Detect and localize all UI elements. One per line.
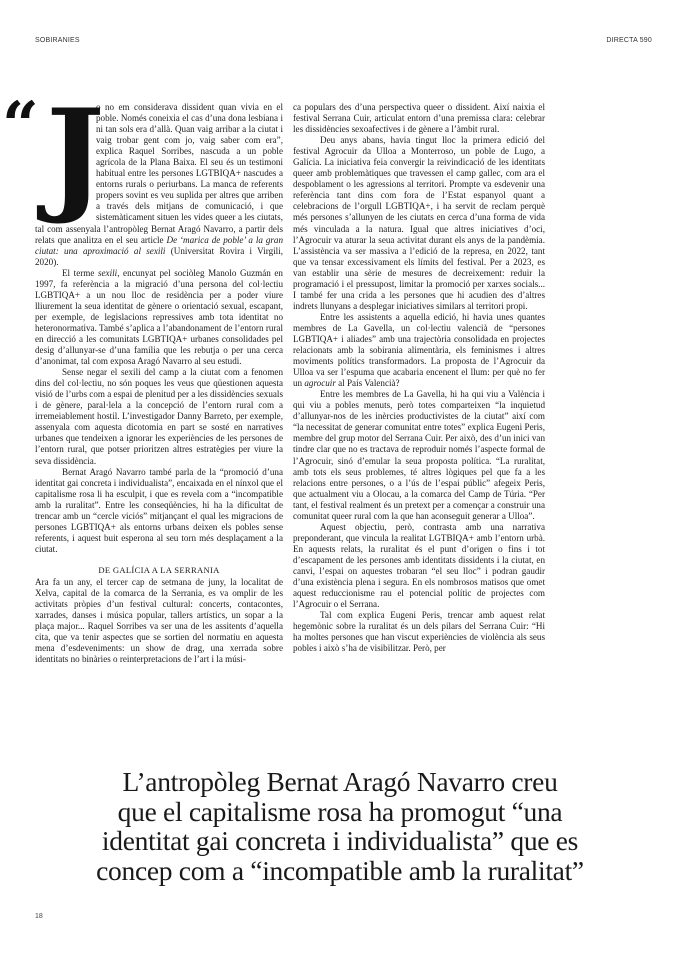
paragraph: Tal com explica Eugeni Peris, trencar amb aquest relat hegemònic sobre la ruralitat és un dels pilars del Serrana Cuir: “Hi ha moltes persones que han viscut experiències de violència als seus pobles i això s’ha de visibilitzar. Però, per xyxy=(293,610,545,654)
paragraph: ca populars des d’una perspectiva queer o dissident. Així naixia el festival Serrana Cuir, articulat entorn d’una premissa clara: celebrar les dissidències sexoafectives i de gènere a l’àmbit rural. xyxy=(293,102,545,135)
paragraph: Aquest objectiu, però, contrasta amb una narrativa preponderant, que vincula la realitat LGTBIQA+ amb l’entorn urbà. En aquests relats, la ruralitat és el punt d’origen o fins i tot d’escapament de les persones amb identitats dissidents i la ciutat, en canvi, l’espai on aquestes trobaran “el seu lloc” i podran gaudir d’una existència plena i segura. En els nombrosos matisos que omet aquest reduccionisme rau el potencial polític de projectes com l’Agrocuir o el Serrana. xyxy=(293,521,545,610)
paragraph: El terme sexili, encunyat pel sociòleg Manolo Guzmán en 1997, fa referència a la migració d’una persona del col·lectiu LGBTIQA+ a un nou lloc de residència per a poder viure lliurement la seua identitat de gènere o orientació sexual, escapant, per exemple, de legislacions repressives amb tota identitat no heteronormativa. També s’aplica a l’abandonament de l’entorn rural en direcció a les comunitats LGBTIQA+ urbanes consolidades pel desig d’allunyar-se d’una família que les rebutja o per una cerca d’anonimat, tal com exposa Aragó Navarro al seu estudi. xyxy=(35,267,283,367)
article-column-left xyxy=(2,83,283,665)
article-title-citation: De ‘marica de poble’ a la gran ciutat: una aproximació al sexili xyxy=(35,234,283,256)
section-label: SOBIRANIES xyxy=(35,37,80,44)
article-column-right xyxy=(293,102,545,654)
paragraph: Ara fa un any, el tercer cap de setmana de juny, la localitat de Xelva, capital de la comarca de la Serrania, es va omplir de les activitats pròpies d’un festival cultural: concerts, contacontes, xarrades, danses i música popular, tallers artístics, un sopar a la plaça major... Raquel Sorribes va ser una de les assitents d’aquella cita, que va tenir aspectes que se sortien del normatiu en aquesta mena d’esdeveniments: un show de drag, una xerrada sobre identitats no binàries o reinterpretacions de l’art i la músi- xyxy=(35,576,283,665)
opening-quote-mark-icon: “ xyxy=(2,88,39,163)
paragraph: Sense negar el sexili del camp a la ciutat com a fenomen dins del col·lectiu, no són poques les veus que qüestionen aquesta visió de l’urbs com a espai de plenitud per a les dissidències sexuals i de gènere, paral·lela a la concepció de l’entorn rural com a irremeiablement hostil. L’investigador Danny Barreto, per exemple, assenyala com aquesta dicotomia en part se sosté en narratives urbanes que tendeixen a ignorar les experiències de les persones de l’entorn rural, que potser prioritzen altres estratègies per viure la seva dissidència. xyxy=(35,367,283,466)
dropcap-letter: J xyxy=(46,83,105,228)
dropcap-block xyxy=(2,83,105,228)
paragraph: o no em considerava dissident quan vivia en el poble. Només coneixia el cas d’una dona lesbiana i ni tan sols era d’allà. Quan vaig arribar a la ciutat i vaig trobar gent com jo, vaig saber com era”, explica Raquel Sorribes, nascuda a un poble agrícola de la Plana Baixa. El seu és un testimoni habitual entre les persones LGTBIQA+ nascudes a entorns rurals o periurbans. La manca de referents propers sovint es veu suplida per altres que arriben a través dels mitjans de comunicació, i que sistemàticament situen les vides queer a les ciutats, tal com assenyala l’antropòleg Bernat Aragó Navarro, a partir dels relats que analitza en el seu article De ‘marica de poble’ a la gran ciutat: una aproximació al sexili (Universitat Rovira i Virgili, 2020). xyxy=(35,102,283,267)
paragraph: Entre les assistents a aquella edició, hi havia unes quantes membres de La Gavella, un col·lectiu valencià de “persones LGBTIQA+ i aliades” amb una trajectòria consolidada en projectes relacionats amb la sobirania alimentària, els feminismes i altres moviments polítics transformadors. La proposta de l’Agrocuir da Ulloa va ser l’espuma que acabaria encenent el llum: per què no fer un agrocuir al País Valencià? xyxy=(293,311,545,389)
paragraph: Entre les membres de La Gavella, hi ha qui viu a València i qui viu a pobles menuts, però totes comparteixen “la inquietud d’allunyar-nos de les inèrcies productivistes de la ciutat” així com “la necessitat de generar comunitat entre totes” explica Eugeni Peris, membre del grup motor del Serrana Cuir. Per això, des d’un inici van tindre clar que no es tractava de reproduir només l’aspecte formal de l’Agrocuir, sinó d’emular la seua proposta política. “La ruralitat, amb tots els seus problemes, té altres lògiques pel que fa a les relacions entre persones, o a l’ús de l’espai públic” afegeix Peris, que actualment viu a Olocau, a la comarca del Camp de Túria. “Per tant, el festival realment és un pretext per a començar a construir una comunitat queer rural com la que han aconseguit generar a Ulloa”. xyxy=(293,389,545,521)
pull-quote-line: que el capitalisme rosa ha promogut “una xyxy=(117,795,563,827)
pull-quote xyxy=(0,767,680,885)
paragraph: Bernat Aragó Navarro també parla de la “promoció d’una identitat gai concreta i individualista”, encaixada en el nínxol que el capitalisme rosa li ha esculpit, i que es revela com a “incompatible amb la ruralitat”. Entre les conseqüències, hi ha la dificultat de trencar amb un “cercle viciós” mitjançant el qual les migracions de persones LGBTIQA+ als entorns urbans deixen els pobles sense referents, i aquest buit esperona al seu torn més desplaçament a la ciutat. xyxy=(35,466,283,554)
page-number: 18 xyxy=(35,913,43,920)
pull-quote-line: identitat gai concreta i individualista” que es xyxy=(101,825,579,856)
paragraph: Deu anys abans, havia tingut lloc la primera edició del festival Agrocuir da Ulloa a Monterroso, un poble de Lugo, a Galícia. La iniciativa feia convergir la reivindicació de les identitats queer amb problemàtiques que travessen el camp gallec, com ara el despoblament o les agressions al territori. Prompte va esdevenir una referència tant dins com fora de l’Estat espanyol quant a celebracions de l’orgull LGBTIQA+, i ha servit de reclam perquè més persones s’allunyen de les ciutats en cerca d’una forma de vida més vinculada a la natura. Igual que altres iniciatives d’oci, l’Agrocuir va aturar la seua activitat durant els anys de la pandèmia. L’assistència va ser massiva a l’edició de la represa, en 2022, tant que va tensar excessivament els límits del festival. Per a 2023, es van establir una sèrie de mesures de decreixement: reduir la programació i el pressupost, limitar la promoció per xarxes socials... I també fer una crida a les persones que hi acudien des d’altres indrets llunyans a desplegar iniciatives similars al territori propi. xyxy=(293,135,545,311)
section-subheading: DE GALÍCIA A LA SERRANIA xyxy=(98,564,220,575)
pull-quote-line: concep com a “incompatible amb la ruralitat” xyxy=(96,854,584,886)
pull-quote-line: L’antropòleg Bernat Aragó Navarro creu xyxy=(122,766,558,797)
publication-issue: DIRECTA 590 xyxy=(606,37,652,44)
